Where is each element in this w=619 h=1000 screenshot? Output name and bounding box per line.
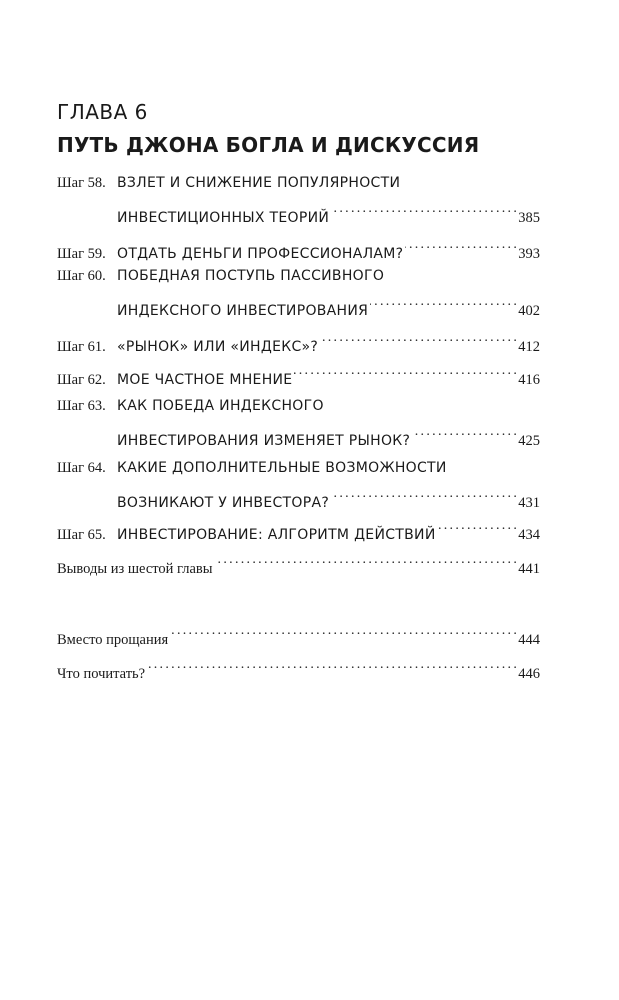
entry-title-line: ИНВЕСТИРОВАНИЯ ИЗМЕНЯЕТ РЫНОК? (117, 433, 411, 449)
chapter-label: ГЛАВА 6 (57, 100, 148, 124)
page-number: 434 (518, 527, 540, 543)
entry-title-line: «РЫНОК» ИЛИ «ИНДЕКС»? (117, 339, 319, 355)
toc-entry-step-65[interactable] (57, 513, 540, 543)
dot-leader (320, 325, 516, 351)
step-number: Шаг 60. (57, 268, 106, 284)
entry-title-line: ИНВЕСТИЦИОННЫХ ТЕОРИЙ (117, 210, 330, 226)
dot-leader (370, 289, 516, 315)
entry-title-line: КАКИЕ ДОПОЛНИТЕЛЬНЫЕ ВОЗМОЖНОСТИ (117, 460, 447, 476)
dot-leader (170, 618, 516, 644)
step-number: Шаг 64. (57, 460, 106, 476)
entry-title: Выводы из шестой главы (57, 561, 213, 577)
toc-entry-summary[interactable] (57, 547, 540, 577)
dot-leader (331, 481, 516, 507)
step-number: Шаг 62. (57, 372, 106, 388)
entry-title-line: ПОБЕДНАЯ ПОСТУПЬ ПАССИВНОГО (117, 268, 385, 284)
page-number: 402 (518, 303, 540, 319)
entry-title-line: МОЕ ЧАСТНОЕ МНЕНИЕ (117, 372, 293, 388)
entry-title-line: ИНВЕСТИРОВАНИЕ: АЛГОРИТМ ДЕЙСТВИЙ (117, 527, 436, 543)
page-number: 425 (518, 433, 540, 449)
toc-entry-step-61[interactable] (57, 325, 540, 355)
page-number: 412 (518, 339, 540, 355)
entry-title-line: ВЗЛЕТ И СНИЖЕНИЕ ПОПУЛЯРНОСТИ (117, 175, 401, 191)
dot-leader (147, 652, 516, 678)
entry-title-line: ВОЗНИКАЮТ У ИНВЕСТОРА? (117, 495, 330, 511)
entry-title-line: ОТДАТЬ ДЕНЬГИ ПРОФЕССИОНАЛАМ? (117, 246, 404, 262)
step-number: Шаг 65. (57, 527, 106, 543)
dot-leader (294, 358, 516, 384)
toc-entry-step-63[interactable] (57, 393, 540, 449)
toc-entry-step-58[interactable] (57, 170, 540, 226)
toc-entry-step-64[interactable] (57, 455, 540, 511)
entry-title-line: КАК ПОБЕДА ИНДЕКСНОГО (117, 398, 324, 414)
entry-title: Вместо прощания (57, 632, 169, 648)
page-number: 444 (518, 632, 540, 648)
toc-entry-farewell[interactable] (57, 618, 540, 648)
step-number: Шаг 61. (57, 339, 106, 355)
toc-entry-step-62[interactable] (57, 358, 540, 388)
page-number: 385 (518, 210, 540, 226)
step-number: Шаг 63. (57, 398, 106, 414)
page-number: 446 (518, 666, 540, 682)
chapter-title: ПУТЬ ДЖОНА БОГЛА И ДИСКУССИЯ (57, 133, 480, 157)
toc-entry-reading-list[interactable] (57, 652, 540, 682)
dot-leader (412, 419, 516, 445)
entry-title: Что почитать? (57, 666, 146, 682)
dot-leader (438, 513, 517, 539)
page-number: 431 (518, 495, 540, 511)
step-number: Шаг 58. (57, 175, 106, 191)
entry-title-line: ИНДЕКСНОГО ИНВЕСТИРОВАНИЯ (117, 303, 369, 319)
page-number: 393 (518, 246, 540, 262)
dot-leader (215, 547, 517, 573)
page-number: 441 (518, 561, 540, 577)
dot-leader (405, 232, 516, 258)
dot-leader (331, 196, 516, 222)
page-number: 416 (518, 372, 540, 388)
step-number: Шаг 59. (57, 246, 106, 262)
toc-entry-step-59[interactable] (57, 232, 540, 262)
toc-entry-step-60[interactable] (57, 263, 540, 319)
